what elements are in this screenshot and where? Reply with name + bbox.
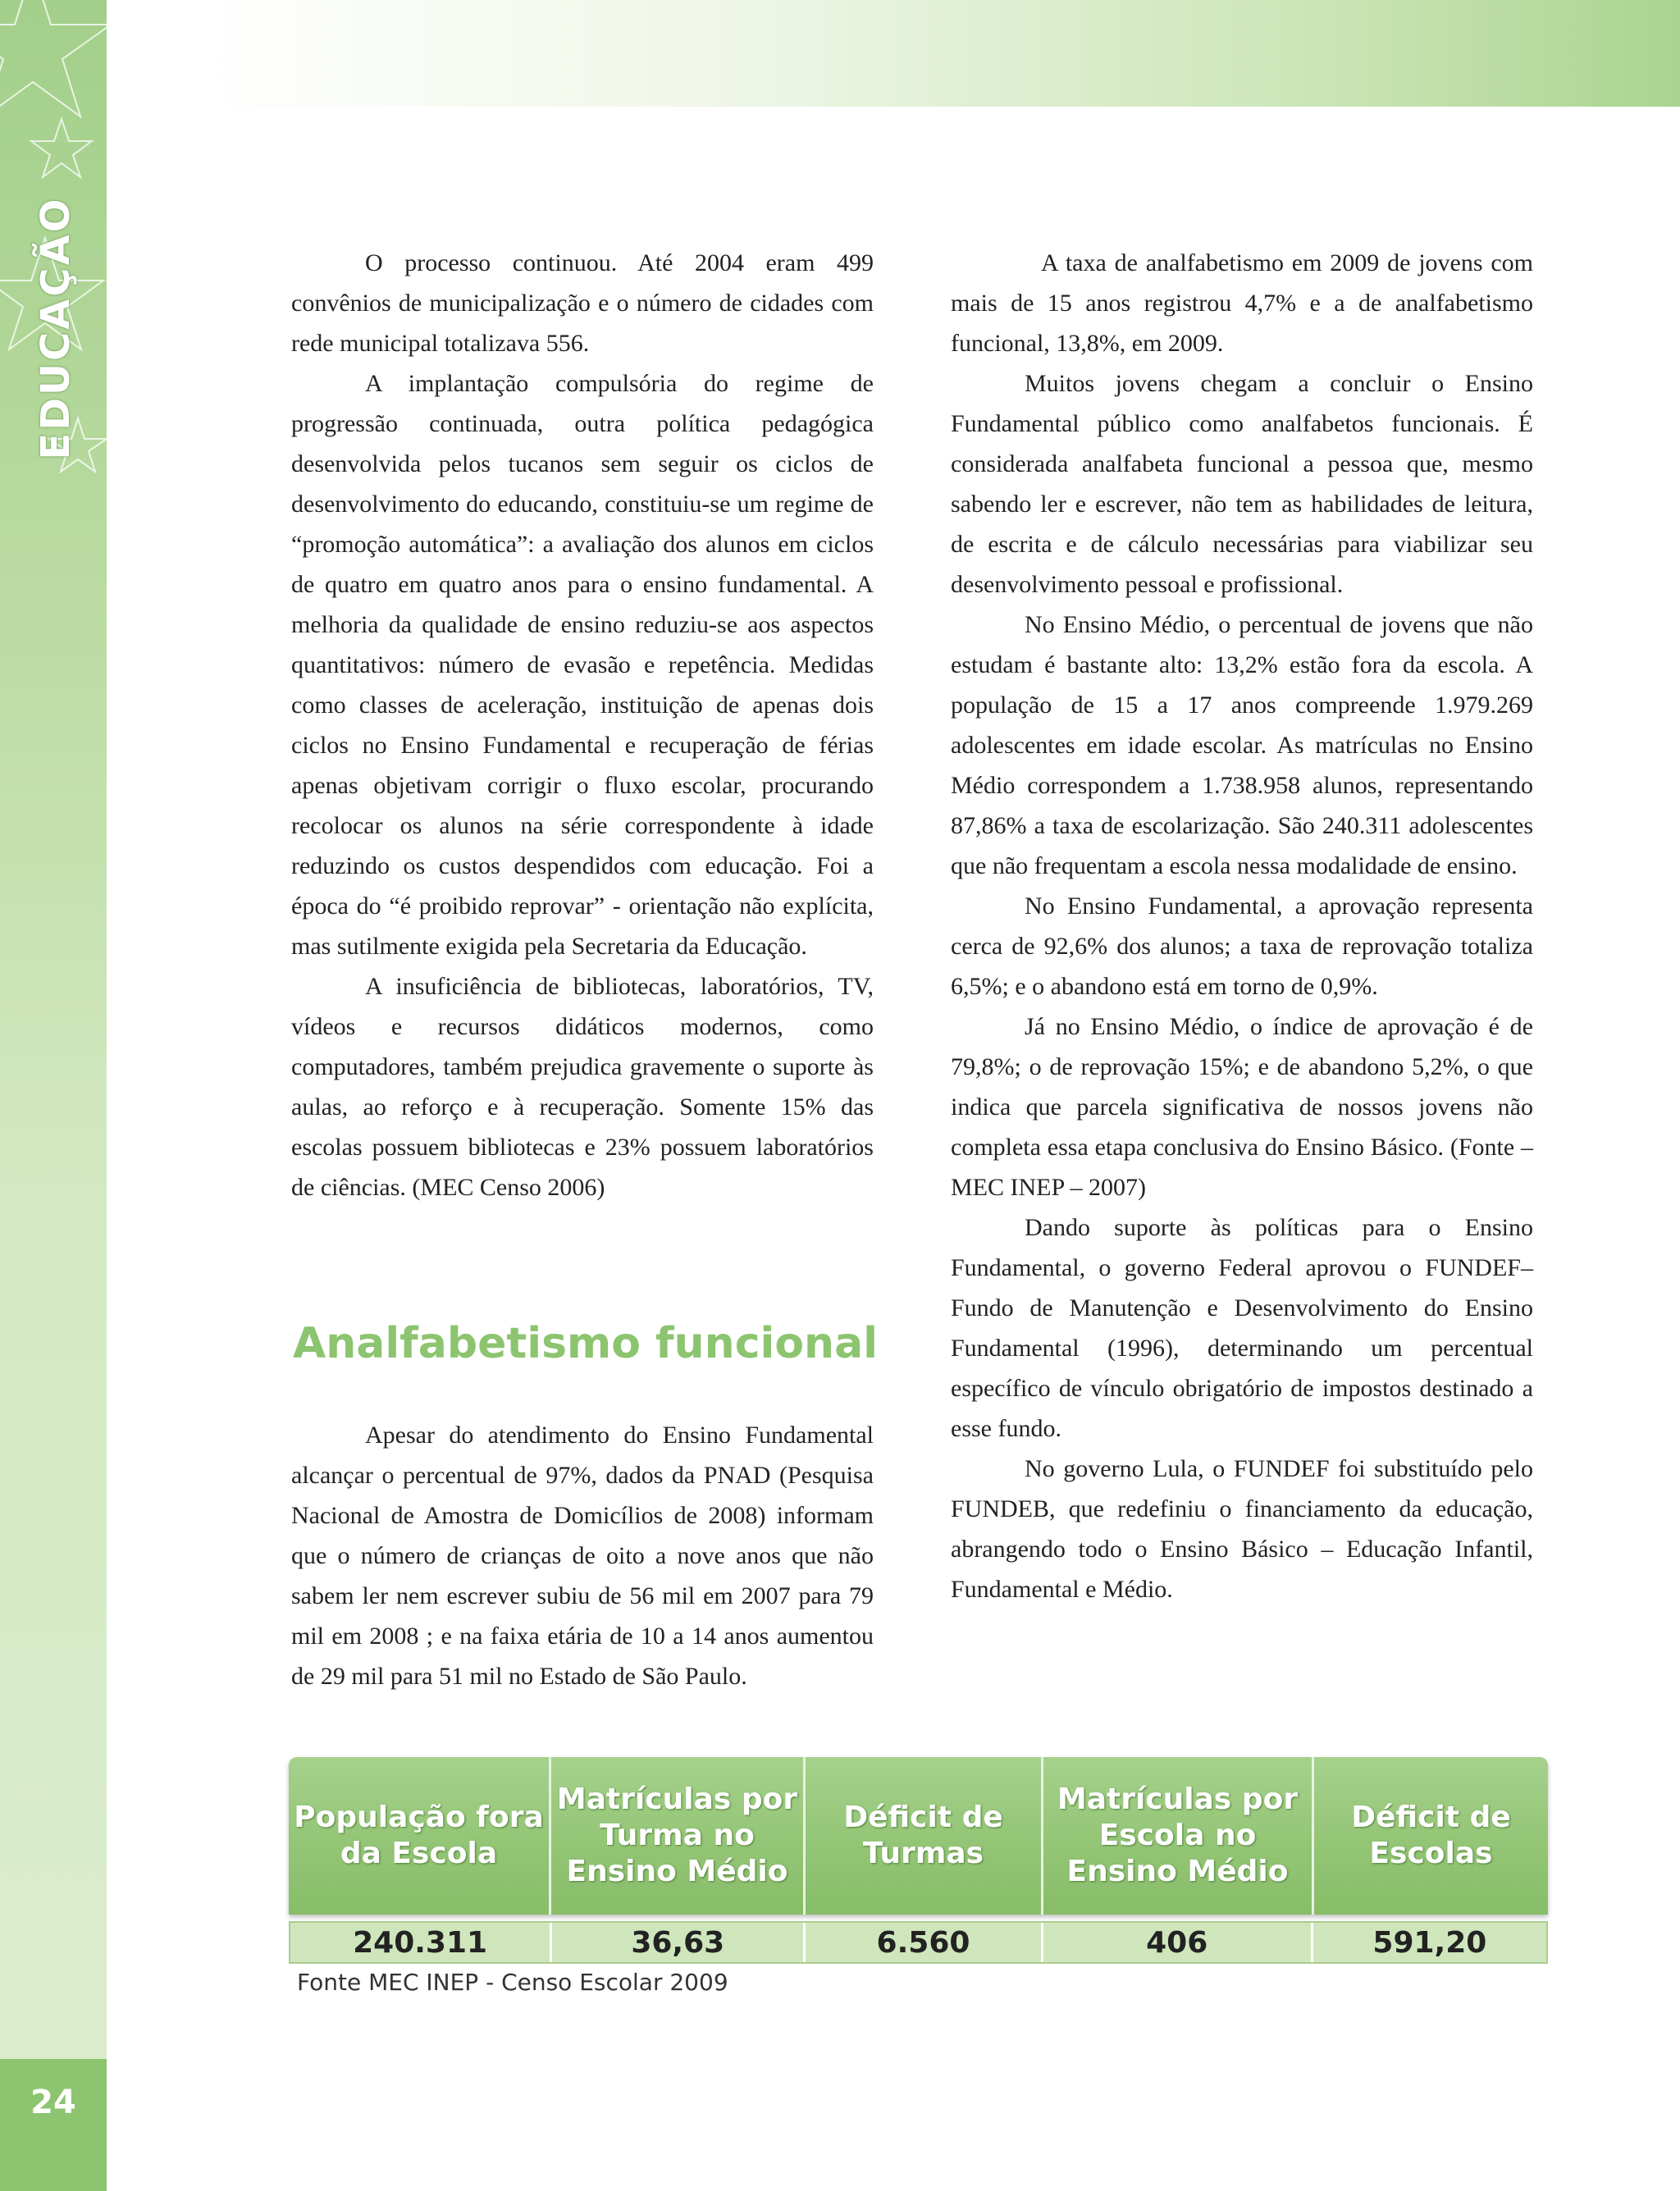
left-column: [291, 243, 874, 1207]
paragraph: A insuficiência de bibliotecas, laboratórios, TV, vídeos e recursos didáticos modernos, como computadores, também prejudica gravemente o suporte às aulas, ao reforço e à recuperação. Somente 15% das escolas possuem bibliotecas e 23% possuem laboratórios de ciências. (MEC Censo 2006): [291, 973, 874, 1201]
paragraph: O processo continuou. Até 2004 eram 499 convênios de municipalização e o número de cidades com rede municipal totalizava 556.: [291, 249, 874, 357]
section-label: EDUCAÇÃO: [33, 196, 79, 460]
table-value-cell: 6.560: [806, 1923, 1043, 1962]
paragraph: No Ensino Fundamental, a aprovação representa cerca de 92,6% dos alunos; a taxa de reprovação totaliza 6,5%; e o abandono está em torno de 0,9%.: [951, 892, 1533, 1000]
table-value-cell: 240.311: [290, 1923, 552, 1962]
paragraph: A taxa de analfabetismo em 2009 de jovens com mais de 15 anos registrou 4,7% e a de analfabetismo funcional, 13,8%, em 2009.: [951, 249, 1533, 357]
paragraph: Já no Ensino Médio, o índice de aprovação é de 79,8%; o de reprovação 15%; e de abandono 5,2%, o que indica que parcela significativa de nossos jovens não completa essa etapa conclusiva do Ensino Básico. (Fonte – MEC INEP – 2007): [951, 1013, 1533, 1201]
page-number: 24: [30, 2084, 76, 2121]
paragraph: Dando suporte às políticas para o Ensino Fundamental, o governo Federal aprovou o FUNDEF–Fundo de Manutenção e Desenvolvimento do Ensino Fundamental (1996), determinando um percentual específico de vínculo obrigatório de impostos destinado a esse fundo.: [951, 1214, 1533, 1442]
left-sidebar-band: [0, 0, 107, 2191]
table-header-cell: Déficit de Escolas: [1351, 1801, 1511, 1870]
right-column: [951, 243, 1533, 1609]
table-source: Fonte MEC INEP - Censo Escolar 2009: [297, 1969, 728, 1996]
table-header-cell: Matrículas por Escola no Ensino Médio: [1043, 1757, 1314, 1915]
left-column-after-heading: [291, 1415, 874, 1696]
paragraph: No governo Lula, o FUNDEF foi substituído pelo FUNDEB, que redefiniu o financiamento da educação, abrangendo todo o Ensino Básico – Educação Infantil, Fundamental e Médio.: [951, 1455, 1533, 1603]
paragraph: Muitos jovens chegam a concluir o Ensino Fundamental público como analfabetos funcionais. É considerada analfabeta funcional a pessoa que, mesmo sabendo ler e escrever, não tem as habilidades de leitura, de escrita e de cálculo necessárias para viabilizar seu desenvolvimento pessoal e profissional.: [951, 370, 1533, 598]
table-header-cell: Matrículas por Turma no Ensino Médio: [551, 1757, 806, 1915]
statistics-table: [289, 1757, 1548, 1964]
table-value-cell: 406: [1043, 1923, 1313, 1962]
table-header-cell: População fora da Escola: [289, 1757, 551, 1915]
table-header-cell: Déficit de Turmas: [806, 1757, 1043, 1915]
section-heading: Analfabetismo funcional: [293, 1319, 878, 1368]
table-value-cell: 36,63: [552, 1923, 806, 1962]
paragraph: Apesar do atendimento do Ensino Fundamental alcançar o percentual de 97%, dados da PNAD (Pesquisa Nacional de Amostra de Domicílios de 2008) informam que o número de crianças de oito a nove anos que não sabem ler nem escrever subiu de 56 mil em 2007 para 79 mil em 2008 ; e na faixa etária de 10 a 14 anos aumentou de 29 mil para 51 mil no Estado de São Paulo.: [291, 1422, 874, 1690]
top-decorative-band: [0, 0, 1680, 107]
paragraph: A implantação compulsória do regime de progressão continuada, outra política pedagógica desenvolvida pelos tucanos sem seguir os ciclos de desenvolvimento do educando, constituiu-se um regime de “promoção automática”: a avaliação dos alunos em ciclos de quatro em quatro anos para o ensino fundamental. A melhoria da qualidade de ensino reduziu-se aos aspectos quantitativos: número de evasão e repetência. Medidas como classes de aceleração, instituição de apenas dois ciclos no Ensino Fundamental e recuperação de férias apenas objetivam corrigir o fluxo escolar, procurando recolocar os alunos na série correspondente à idade reduzindo os custos despendidos com educação. Foi a época do “é proibido reprovar” - orientação não explícita, mas sutilmente exigida pela Secretaria da Educação.: [291, 370, 874, 960]
paragraph: No Ensino Médio, o percentual de jovens que não estudam é bastante alto: 13,2% estão fora da escola. A população de 15 a 17 anos compreende 1.979.269 adolescentes em idade escolar. As matrículas no Ensino Médio correspondem a 1.738.958 alunos, representando 87,86% a taxa de escolarização. São 240.311 adolescentes que não frequentam a escola nessa modalidade de ensino.: [951, 611, 1533, 879]
page-number-box: [0, 2059, 107, 2191]
table-header-row: [289, 1757, 1548, 1915]
table-value-cell: 591,20: [1372, 1925, 1487, 1960]
table-values-row: [289, 1921, 1548, 1964]
